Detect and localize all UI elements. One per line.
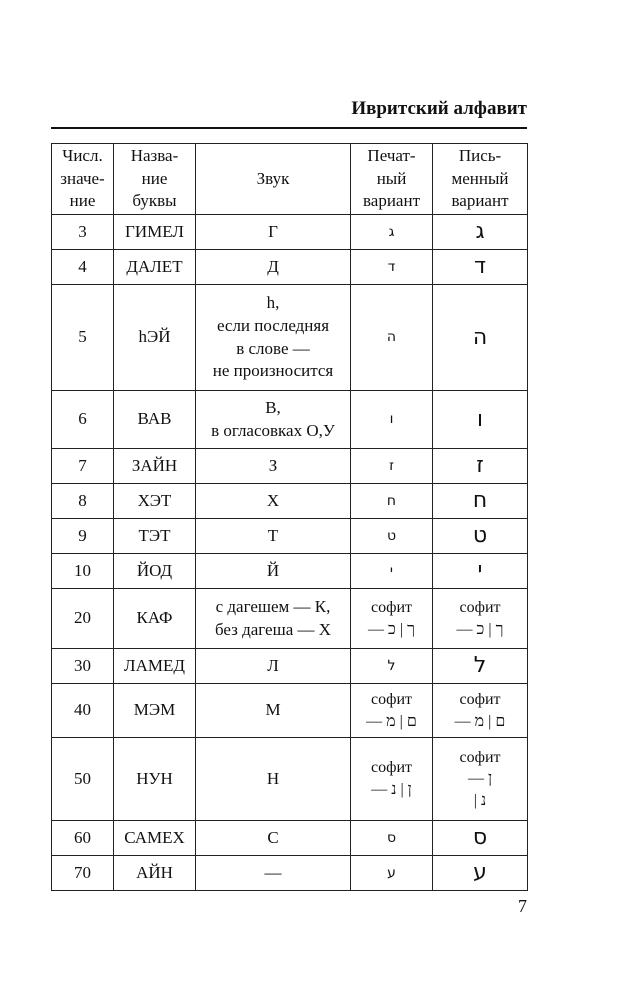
cell-value: 8 <box>52 484 114 519</box>
cell-name: ЛАМЕД <box>114 649 196 684</box>
cell-value: 6 <box>52 391 114 449</box>
cell-sound: с дагешем — К, без дагеша — Х <box>196 589 351 649</box>
cell-value: 70 <box>52 856 114 891</box>
cell-name: КАФ <box>114 589 196 649</box>
cell-script: י <box>433 554 528 589</box>
cell-print: ג <box>351 215 433 250</box>
cell-sound: М <box>196 684 351 738</box>
cell-name: ЗАЙН <box>114 449 196 484</box>
column-header-name: Назва- ние буквы <box>114 144 196 215</box>
cell-value: 9 <box>52 519 114 554</box>
cell-sound: Х <box>196 484 351 519</box>
cell-script: софит — ן | נ <box>433 738 528 821</box>
column-header-sound: Звук <box>196 144 351 215</box>
cell-sound: З <box>196 449 351 484</box>
cell-name: ГИМЕЛ <box>114 215 196 250</box>
column-header-print: Печат- ный вариант <box>351 144 433 215</box>
cell-name: ТЭТ <box>114 519 196 554</box>
cell-print: ע <box>351 856 433 891</box>
table-row <box>52 391 528 449</box>
cell-print: ח <box>351 484 433 519</box>
cell-value: 30 <box>52 649 114 684</box>
table-row <box>52 215 528 250</box>
cell-print: ס <box>351 821 433 856</box>
cell-sound: В, в огласовках О,У <box>196 391 351 449</box>
cell-sound: Д <box>196 250 351 285</box>
table-row <box>52 554 528 589</box>
cell-print: ט <box>351 519 433 554</box>
table-row <box>52 738 528 821</box>
cell-name: САМЕХ <box>114 821 196 856</box>
cell-sound: Л <box>196 649 351 684</box>
cell-script: ג <box>433 215 528 250</box>
cell-name: АЙН <box>114 856 196 891</box>
column-header-script: Пись- менный вариант <box>433 144 528 215</box>
table-row <box>52 684 528 738</box>
cell-name: hЭЙ <box>114 285 196 391</box>
cell-print: ד <box>351 250 433 285</box>
cell-print: י <box>351 554 433 589</box>
cell-print: ז <box>351 449 433 484</box>
cell-script: ז <box>433 449 528 484</box>
cell-sound: Т <box>196 519 351 554</box>
cell-script: софит — ך | כ <box>433 589 528 649</box>
cell-script: ד <box>433 250 528 285</box>
table-body <box>52 215 528 891</box>
cell-script: ח <box>433 484 528 519</box>
cell-value: 5 <box>52 285 114 391</box>
cell-value: 10 <box>52 554 114 589</box>
cell-print: ו <box>351 391 433 449</box>
column-header-value: Числ. значе- ние <box>52 144 114 215</box>
table-header <box>52 144 528 215</box>
cell-script: ל <box>433 649 528 684</box>
cell-value: 60 <box>52 821 114 856</box>
cell-script: ט <box>433 519 528 554</box>
alphabet-table <box>51 143 528 891</box>
table-row <box>52 856 528 891</box>
cell-value: 20 <box>52 589 114 649</box>
table-row <box>52 484 528 519</box>
cell-sound: h, если последняя в слове — не произносится <box>196 285 351 391</box>
cell-script: ע <box>433 856 528 891</box>
header-rule <box>51 127 527 129</box>
cell-value: 40 <box>52 684 114 738</box>
cell-sound: — <box>196 856 351 891</box>
table-row <box>52 649 528 684</box>
table-row <box>52 821 528 856</box>
cell-value: 7 <box>52 449 114 484</box>
cell-script: ו <box>433 391 528 449</box>
cell-name: ЙОД <box>114 554 196 589</box>
cell-name: НУН <box>114 738 196 821</box>
cell-name: МЭМ <box>114 684 196 738</box>
table-row <box>52 519 528 554</box>
cell-print: ה <box>351 285 433 391</box>
table-row <box>52 250 528 285</box>
cell-sound: Н <box>196 738 351 821</box>
table-row <box>52 589 528 649</box>
table-row <box>52 449 528 484</box>
page-number: 7 <box>518 896 527 916</box>
page-title: Ивритский алфавит <box>351 98 527 119</box>
cell-value: 50 <box>52 738 114 821</box>
cell-script: софит — ם | מ <box>433 684 528 738</box>
cell-sound: Й <box>196 554 351 589</box>
cell-print: софит — ם | מ <box>351 684 433 738</box>
cell-sound: Г <box>196 215 351 250</box>
cell-sound: С <box>196 821 351 856</box>
cell-name: ВАВ <box>114 391 196 449</box>
cell-value: 4 <box>52 250 114 285</box>
cell-value: 3 <box>52 215 114 250</box>
cell-print: ל <box>351 649 433 684</box>
table-row <box>52 285 528 391</box>
cell-name: ХЭТ <box>114 484 196 519</box>
cell-script: ה <box>433 285 528 391</box>
cell-name: ДАЛЕТ <box>114 250 196 285</box>
cell-print: софит — ן | נ <box>351 738 433 821</box>
cell-script: ס <box>433 821 528 856</box>
cell-print: софит — ך | כ <box>351 589 433 649</box>
